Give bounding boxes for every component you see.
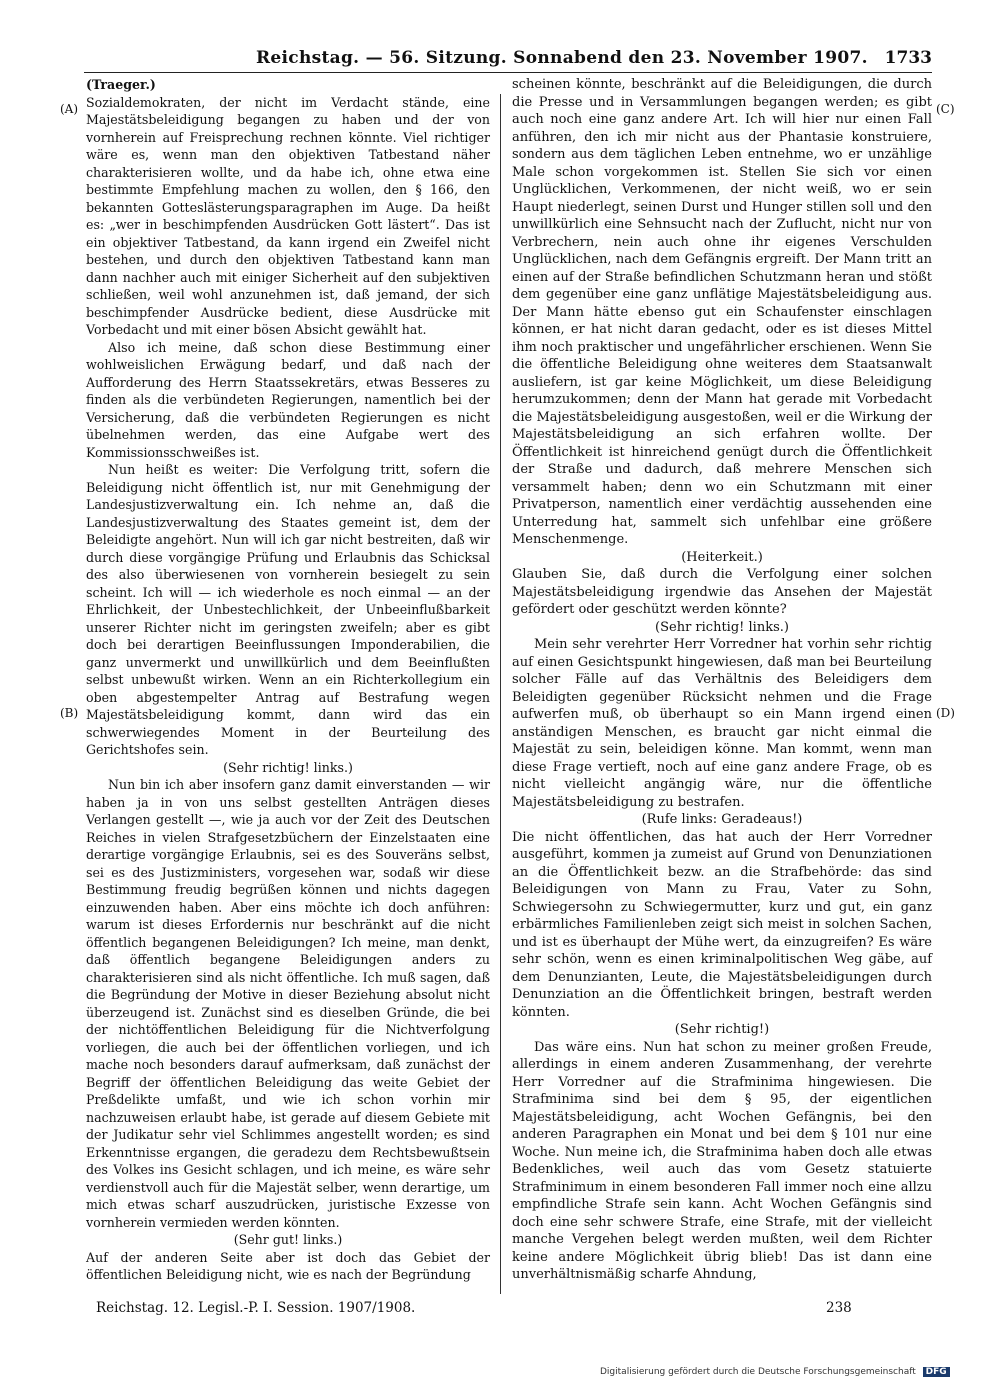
credit-text: Digitalisierung gefördert durch die Deutsche Forschungsgemeinschaft bbox=[600, 1367, 916, 1377]
paragraph: Das wäre eins. Nun hat schon zu meiner großen Freude, allerdings in einem anderen Zusammenhang, der verehrte Herr Vorredner auf die Strafminima hingewiesen. Die Strafminima sind bei dem § 95, der eigentlichen Majestätsbeleidigung, acht Wochen Gefängnis, bei den anderen Paragraphen ein Monat und bei dem § 101 nur eine Woche. Nun meine ich, die Strafminima haben doch alle etwas Bedenkliches, weil auch das vom Gesetz statuierte Strafminimum in einem besonderen Fall immer noch eine allzu empfindliche Strafe sein kann. Acht Wochen Gefängnis sind doch eine sehr schwere Strafe, eine Strafe, mit der vielleicht manche Vergehen belegt werden mußten, weil dem Richter keine andere Möglichkeit übrig blieb! Das ist dann eine unverhältnismäßig scharfe Ahndung, bbox=[512, 1039, 932, 1282]
margin-letter-d: (D) bbox=[936, 706, 955, 720]
paragraph: Nun bin ich aber insofern ganz damit einverstanden — wir haben ja in von uns selbst gestellten Anträgen dieses Verlangen gestellt —, wie ja auch vor der Zeit des Deutschen Reiches in vielen Strafgesetzbüchern der Einzelstaaten eine derartige vorgängige Erlaubnis, sei es des Souveräns selbst, sei es des Justizministers, vorgesehen war, sodaß wir diese Bestimmung freudig begrüßen können und nichts dagegen einzuwenden haben. Aber eins möchte ich doch anführen: warum ist dieses Erfordernis nur beschränkt auf die nicht öffentlich begangenen Beleidigungen? Ich meine, man denkt, daß öffentlich begangene Beleidigungen anders zu charakterisieren sind als nicht öffentliche. Ich muß sagen, daß die Begründung der Motive in dieser Beziehung absolut nicht überzeugend ist. Zunächst sind es dieselben Gründe, die bei der nichtöffentlichen Beleidigung für die Nichtverfolgung vorliegen, die auch bei der öffentlichen vorliegen, und ich mache noch besonders darauf aufmerksam, daß zunächst der Begriff der öffentlichen Beleidigung das weite Gebiet der Preßdelikte umfaßt, und wie ich schon vorhin mir nachzuweisen erlaubt habe, ist gerade auf diesem Gebiete mit der Judikatur sehr viel Schlimmes angestellt worden; es sind Erkenntnisse ergangen, die geradezu dem Rechtsbewußtsein des Volkes ins Gesicht schlagen, und ich meine, es wäre sehr verdienstvoll auch für die Majestät selber, wenn derartige, um mich etwas scharf auszudrücken, juristische Exzesse von vornherein vermieden werden könnten. bbox=[86, 777, 490, 1230]
right-column bbox=[512, 76, 932, 1284]
running-header bbox=[84, 48, 932, 70]
margin-letter-b: (B) bbox=[60, 706, 79, 720]
interjection: (Sehr richtig!) bbox=[674, 1022, 770, 1037]
running-head: Reichstag. — 56. Sitzung. Sonnabend den 23. November 1907. bbox=[256, 48, 868, 68]
paragraph: Glauben Sie, daß durch die Verfolgung einer solchen Majestätsbeleidigung irgendwie das Ansehen der Majestät gefördert oder geschützt werden könnte? bbox=[512, 567, 932, 617]
footer-sheet-number: 238 bbox=[826, 1300, 852, 1316]
footer-session: Reichstag. 12. Legisl.-P. I. Session. 1907/1908. bbox=[96, 1300, 416, 1316]
margin-letter-c: (C) bbox=[936, 102, 955, 116]
dfg-logo: DFG bbox=[923, 1367, 950, 1377]
interjection: (Sehr gut! links.) bbox=[233, 1232, 343, 1247]
margin-letter-a: (A) bbox=[60, 102, 79, 116]
page-number: 1733 bbox=[884, 48, 932, 68]
speaker-label: (Traeger.) bbox=[86, 77, 156, 92]
paragraph: Also ich meine, daß schon diese Bestimmung einer wohlweislichen Erwägung bedarf, und daß nach der Aufforderung des Herrn Staatssekretärs, etwas Besseres zu finden als die verbündeten Regierungen, namentlich bei der Versicherung, daß die verbündeten Regierungen es nicht übelnehmen werden, das eine Aufgabe wert des Kommissionsschweißes ist. bbox=[86, 339, 490, 460]
paragraph: scheinen könnte, beschränkt auf die Beleidigungen, die durch die Presse und in Versammlungen begangen werden; es gibt auch noch eine ganz andere Art. Ich will hier nur einen Fall anführen, den ich mir nicht aus der Phantasie konstruiere, sondern aus dem täglichen Leben entnehme, wo er unzählige Male schon vorgekommen ist. Stellen Sie sich vor einen Unglücklichen, Verkommenen, der nicht weiß, wo er sein Haupt niederlegt, seinen Durst und Hunger stillen soll und den unwillkürlich eine Sehnsucht nach der Zuflucht, nicht nur von Verbrechern, nein auch ohne ihr eigenes Verschulden Unglücklichen, nach dem Gefängnis ergreift. Der Mann tritt an einen auf der Straße befindlichen Schutzmann heran und stößt dem gegenüber eine ganz unflätige Majestätsbeleidigung aus. Der Mann hätte ebenso gut ein Schaufenster einschlagen können, er hat nicht daran gedacht, oder es ist dieses Mittel ihm noch praktischer und ungefährlicher erschienen. Wenn Sie die öffentliche Beleidigung ohne weiteres dem Staatsanwalt ausliefern, ist gar keine Möglichkeit, um diese Beleidigung herumzukommen; denn der Mann hat gerade mit Vorbedacht die Majestätsbeleidigung ausgestoßen, weil er die Wirkung der Majestätsbeleidigung an sich erfahren wollte. Der Öffentlichkeit ist hinreichend genügt durch die Öffentlichkeit der Straße und dadurch, daß mehrere Menschen sich versammelt haben; denn wo ein Schutzmann mit einer Privatperson, namentlich einer verdächtig aussehenden eine Unterredung hat, sammelt sich unfehlbar eine größere Menschenmenge. bbox=[512, 77, 932, 547]
paragraph: Auf der anderen Seite aber ist doch das Gebiet der öffentlichen Beleidigung nicht, wie es nach der Begründung bbox=[86, 1249, 490, 1282]
paragraph: Sozialdemokraten, der nicht im Verdacht stände, eine Majestätsbeleidigung begangen zu haben und der von vornherein auf Freisprechung rechnen könnte. Viel richtiger wäre es, wenn man den objektiven Tatbestand näher charakterisieren wollte, und da habe ich, ohne etwa eine bestimmte Empfehlung machen zu wollen, den § 166, den bekannten Gotteslästerungsparagraphen im Auge. Da heißt es: „wer in beschimpfenden Ausdrücken Gott lästert“. Das ist ein objektiver Tatbestand, da kann irgend ein Zweifel nicht bestehen, und durch den objektiven Tatbestand kann man dann nachher auch mit einiger Sicherheit auf den subjektiven schließen, weil wohl anzunehmen ist, daß jemand, der sich beschimpfender Ausdrücke bedient, diese Ausdrücke mit Vorbedacht und mit einer bösen Absicht gewählt hat. bbox=[86, 94, 490, 337]
paragraph: Die nicht öffentlichen, das hat auch der Herr Vorredner ausgeführt, kommen ja zumeist auf Grund von Denunziationen an die Öffentlichkeit bezw. an die Strafbehörde: das sind Beleidigungen von Mann zu Frau, Vater zu Sohn, Schwiegersohn zu Schwiegermutter, kurz und gut, ein ganz erbärmliches Familienleben zeigt sich meist in solchen Sachen, und ist es überhaupt der Mühe wert, da einzugreifen? Es wäre sehr schön, wenn es einen kriminalpolitischen Weg gäbe, auf dem Denunzianten, Leute, die Majestätsbeleidigungen durch Denunziation an die Öffentlichkeit bringen, bestraft werden könnten. bbox=[512, 829, 932, 1020]
paragraph: Nun heißt es weiter: Die Verfolgung tritt, sofern die Beleidigung nicht öffentlich ist, nur mit Genehmigung der Landesjustizverwaltung ein. Ich nehme an, daß die Landesjustizverwaltung des Staates gemeint ist, dem der Beleidigte angehört. Nun will ich gar nicht bestreiten, daß wir durch diese vorgängige Prüfung und Erlaubnis das Schicksal des also überwiesenen von vornherein besiegelt zu sein scheint. Ich will — ich wiederhole es noch einmal — an der Ehrlichkeit, der Unbestechlichkeit, der Unbeeinflußbarkeit unserer Richter nicht im geringsten zweifeln; aber es gibt doch bei derartigen Beeinflussungen Imponderabilien, die ganz unvermerkt und unwillkürlich und dem Beeinflußten selbst unbewußt wirken. Wenn an ein Richterkollegium ein oben abgestempelter Antrag auf Bestrafung wegen Majestätsbeleidigung kommt, dann wird das ein schwerwiegendes Moment in der Beurteilung des Gerichtshofes sein. bbox=[86, 462, 490, 757]
interjection: (Sehr richtig! links.) bbox=[223, 759, 353, 775]
column-divider bbox=[500, 94, 501, 1294]
paragraph: Mein sehr verehrter Herr Vorredner hat vorhin sehr richtig auf einen Gesichtspunkt hingewiesen, daß man bei Beurteilung solcher Fälle auf das Verhältnis des Beleidigers dem Beleidigten gegenüber Rücksicht nehmen und die Frage aufwerfen muß, ob überhaupt so ein Mann irgend einen anständigen Menschen, es braucht gar nicht einmal die Majestät zu sein, beleidigen könne. Man kommt, wenn man diese Frage vertieft, noch auf eine ganz andere Frage, ob es nicht vielleicht angängig wäre, nur die öffentliche Majestätsbeleidigung zu bestrafen. bbox=[512, 637, 932, 810]
interjection: (Rufe links: Geradeaus!) bbox=[641, 812, 803, 827]
interjection: (Sehr richtig! links.) bbox=[655, 619, 789, 635]
header-rule bbox=[84, 72, 932, 73]
interjection: (Heiterkeit.) bbox=[681, 549, 763, 565]
left-column bbox=[86, 76, 490, 1284]
digitization-credit bbox=[600, 1367, 950, 1377]
